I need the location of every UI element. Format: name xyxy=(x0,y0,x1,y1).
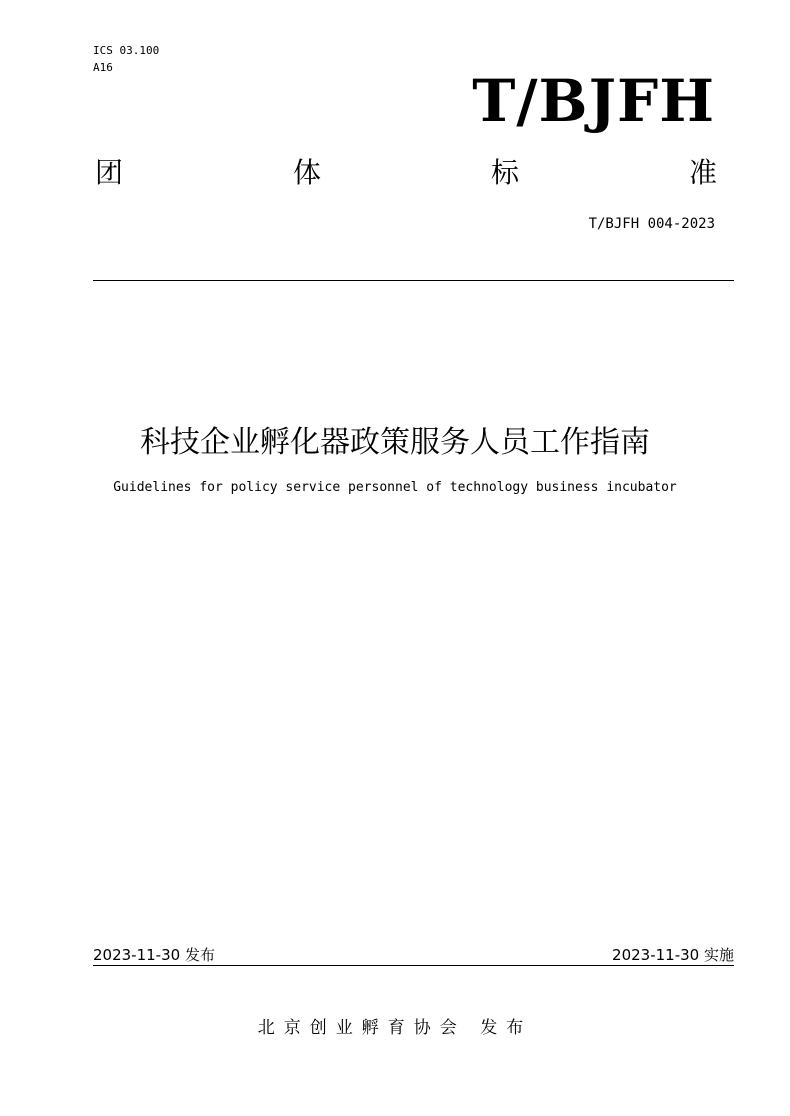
issuing-organization: 北京创业孵育协会 发布 xyxy=(257,1018,533,1038)
ccs-code: A16 xyxy=(93,61,113,74)
ics-code: ICS 03.100 xyxy=(93,44,160,57)
standard-type-heading xyxy=(95,154,717,192)
top-divider xyxy=(93,280,734,281)
standard-type-char: 团 xyxy=(95,156,124,189)
standard-number: T/BJFH 004-2023 xyxy=(588,216,715,232)
implementation-date: 2023-11-30 实施 xyxy=(612,946,734,964)
bottom-divider xyxy=(93,965,734,966)
document-title-english: Guidelines for policy service personnel of technology business incubator xyxy=(113,480,677,495)
classification-block xyxy=(93,42,159,76)
release-date: 2023-11-30 发布 xyxy=(93,946,215,964)
document-title-chinese: 科技企业孵化器政策服务人员工作指南 xyxy=(140,425,650,460)
standard-type-char: 体 xyxy=(292,156,321,189)
standard-logo: T/BJFH xyxy=(472,67,715,135)
standard-type-char: 标 xyxy=(490,156,519,189)
date-row xyxy=(93,944,734,966)
standard-type-char: 准 xyxy=(688,156,717,189)
